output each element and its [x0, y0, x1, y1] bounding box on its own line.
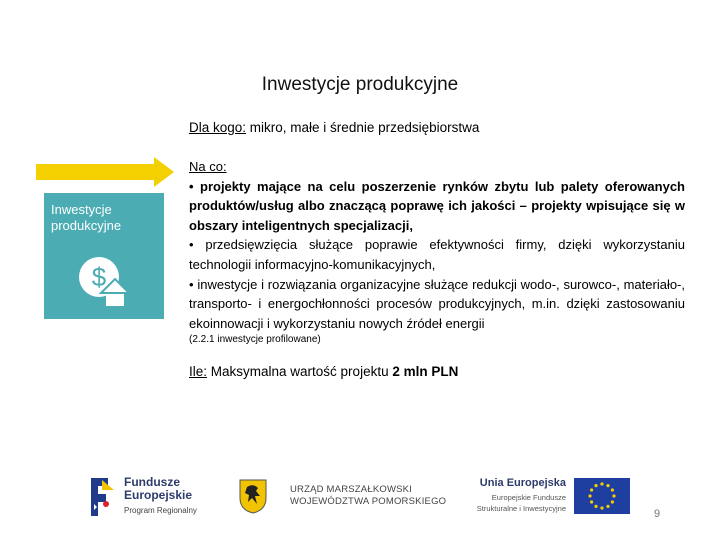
for-whom-label: Dla kogo: — [189, 120, 247, 135]
bullet-3: • inwestycje i rozwiązania organizacyjne służące redukcji wodo-, surowco-, materiało-, transporto- i energochłonności procesów produkcyjnych, m.in. dzięki zastosowaniu ekoinnowacji i wykorzystaniu nowych źródeł energii — [189, 276, 685, 331]
logo-bar — [0, 466, 720, 526]
arrow-right-icon — [36, 157, 174, 187]
sidebar-tile — [44, 193, 164, 319]
for-whom-text: mikro, małe i średnie przedsiębiorstwa — [246, 120, 480, 135]
urzad-line1: URZĄD MARSZAŁKOWSKI — [290, 484, 413, 495]
bullet-2: • przedsięwzięcia służące poprawie efektywności firmy, dzięki wykorzystaniu technologii informacyjno-komunikacyjnych, — [189, 237, 685, 272]
how-much-label: Ile: — [189, 364, 208, 379]
eu-flag-icon — [574, 478, 630, 514]
page-number: 9 — [654, 508, 661, 520]
slide-title: Inwestycje produkcyjne — [261, 74, 459, 95]
how-much-text: Maksymalna wartość projektu — [207, 364, 393, 379]
fe-logo-icon — [88, 474, 118, 518]
fe-line2: Europejskie — [124, 488, 193, 502]
bullet-1: • projekty mające na celu poszerzenie rynków zbytu lub palety oferowanych produktów/usług albo znaczącą poprawę ich jakości – projekty wpisujące się w obszary inteligentnych specjalizacji, — [189, 178, 685, 233]
ue-line2: Europejskie Fundusze — [491, 493, 566, 502]
ue-logo-text — [462, 478, 566, 514]
how-much-line — [189, 364, 458, 379]
ue-line1: Unia Europejska — [479, 477, 566, 489]
how-much-amount: 2 mln PLN — [392, 364, 459, 379]
urzad-logo-text — [290, 484, 446, 508]
fe-line1: Fundusze — [124, 475, 180, 489]
svg-text:$: $ — [91, 262, 107, 292]
program-note: (2.2.1 inwestycje profilowane) — [189, 334, 321, 346]
tile-label: Inwestycje produkcyjne — [51, 202, 122, 233]
pomorskie-crest-icon — [238, 478, 268, 514]
for-whom-line — [189, 120, 479, 135]
what-for-label: Na co: — [189, 159, 227, 174]
urzad-line2: WOJEWÓDZTWA POMORSKIEGO — [290, 496, 447, 507]
fe-line3: Program Regionalny — [124, 506, 197, 515]
fe-logo-text — [124, 476, 197, 517]
dollar-house-icon — [77, 255, 131, 307]
what-for-section — [189, 157, 685, 347]
ue-line3: Strukturalne i Inwestycyjne — [476, 504, 566, 513]
